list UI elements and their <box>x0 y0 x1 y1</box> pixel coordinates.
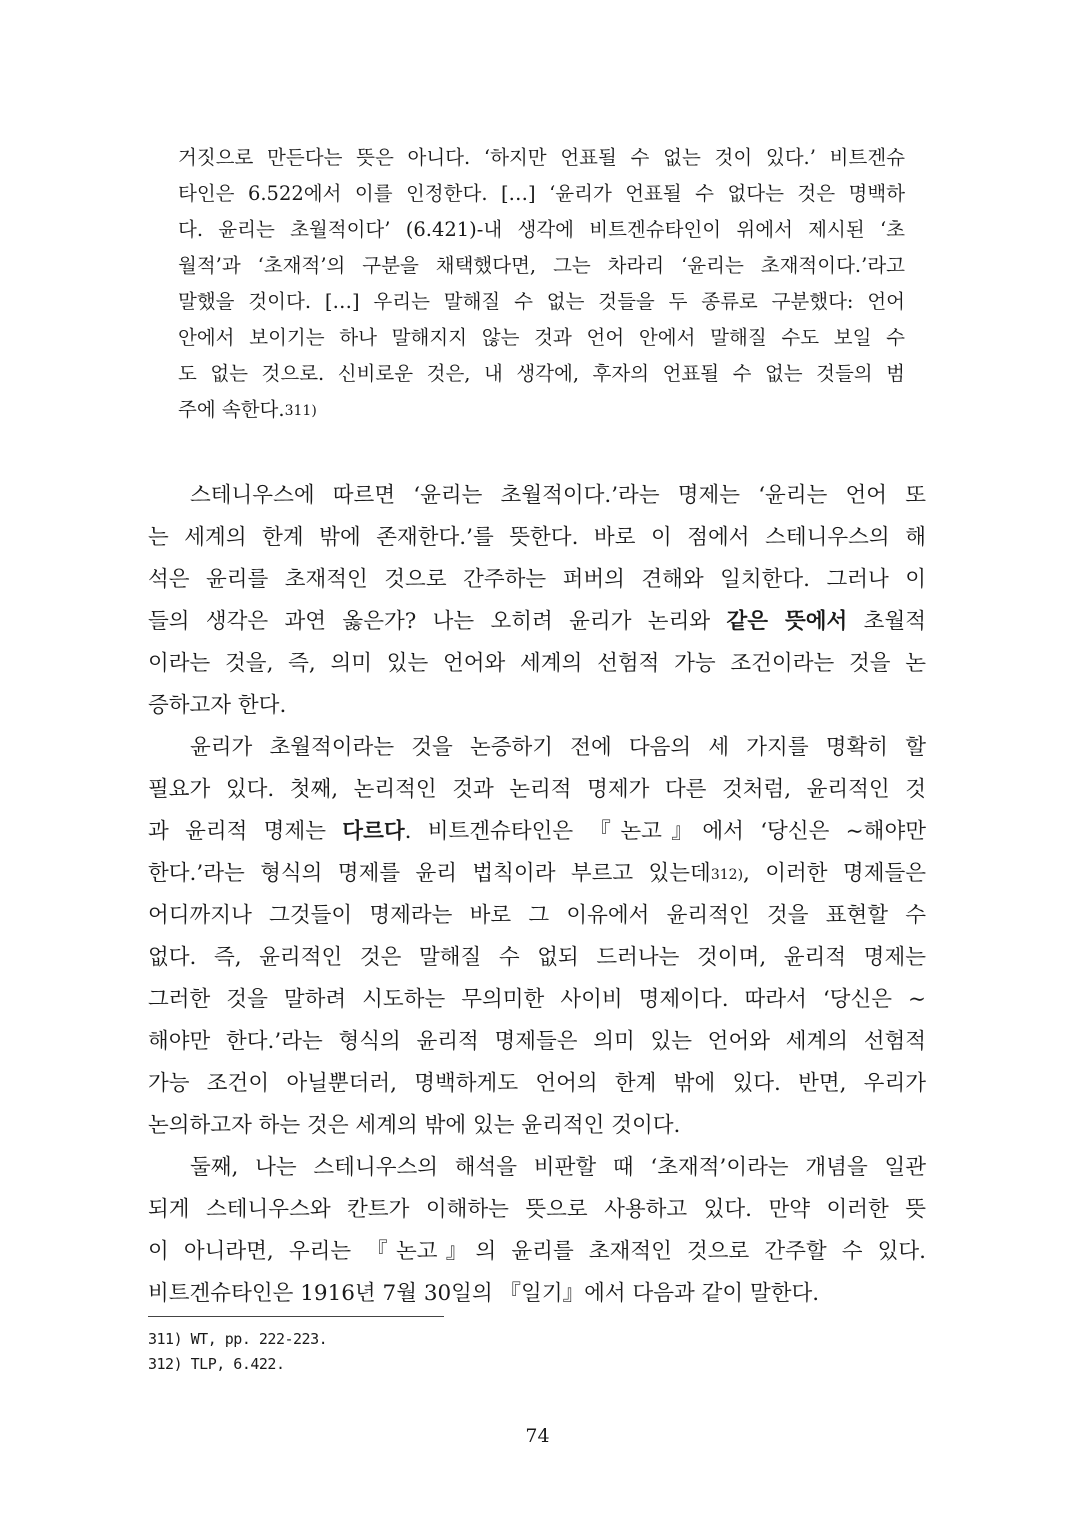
paragraph-line: 둘째, 나는 스테니우스의 해석을 비판할 때 ‘초재적’이라는 개념을 일관 <box>190 1155 926 1180</box>
paragraph-line: 필요가 있다. 첫째, 논리적인 것과 논리적 명제가 다른 것처럼, 윤리적인 것 <box>148 777 926 802</box>
quote-line: 다. 윤리는 초월적이다’ (6.421)-내 생각에 비트겐슈타인이 위에서 제시된 ‘초 <box>178 218 905 241</box>
quote-line <box>178 397 905 425</box>
paragraph-line: 해야만 한다.’라는 형식의 윤리적 명제들은 의미 있는 언어와 세계의 선험적 <box>148 1029 926 1054</box>
footnote-312: 312) TLP, 6.422. <box>148 1355 285 1373</box>
paragraph-line <box>148 860 926 890</box>
paragraph-line: 이 아니라면, 우리는 『논고』의 윤리를 초재적인 것으로 간주할 수 있다. <box>148 1239 926 1264</box>
quote-line: 안에서 보이기는 하나 말해지지 않는 것과 언어 안에서 말해질 수도 보일 수 <box>178 326 905 349</box>
footnote-divider <box>148 1316 444 1317</box>
quote-line: 말했을 것이다. […] 우리는 말해질 수 없는 것들을 두 종류로 구분했다: 언어 <box>178 290 905 313</box>
paragraph-line: 없다. 즉, 윤리적인 것은 말해질 수 없되 드러나는 것이며, 윤리적 명제는 <box>148 945 926 970</box>
text-span: , 이러한 명제들은 <box>743 861 926 886</box>
paragraph-line: 이라는 것을, 즉, 의미 있는 언어와 세계의 선험적 가능 조건이라는 것을 논 <box>148 651 926 676</box>
paragraph-line: 스테니우스에 따르면 ‘윤리는 초월적이다.’라는 명제는 ‘윤리는 언어 또 <box>190 483 926 508</box>
quote-last-text: 주에 속한다. <box>178 398 285 421</box>
paragraph-line: 되게 스테니우스와 칸트가 이해하는 뜻으로 사용하고 있다. 만약 이러한 뜻 <box>148 1197 926 1222</box>
paragraph-line: 는 세계의 한계 밖에 존재한다.’를 뜻한다. 바로 이 점에서 스테니우스의 해 <box>148 525 926 550</box>
text-span: . 비트겐슈타인은 『논고』에서 ‘당신은 ∼해야만 <box>404 819 926 844</box>
paragraph-line: 가능 조건이 아닐뿐더러, 명백하게도 언어의 한계 밖에 있다. 반면, 우리가 <box>148 1071 926 1096</box>
emphasis-text: 같은 뜻에서 <box>726 609 848 634</box>
footnote-ref-311[interactable]: 311) <box>284 403 317 419</box>
quote-line: 도 없는 것으로. 신비로운 것은, 내 생각에, 후자의 언표될 수 없는 것들의 범 <box>178 362 905 385</box>
text-span: 초월적 <box>847 609 926 634</box>
paragraph-line: 논의하고자 하는 것은 세계의 밖에 있는 윤리적인 것이다. <box>148 1113 681 1138</box>
footnote-ref-312[interactable]: 312) <box>710 867 744 883</box>
paragraph-line: 윤리가 초월적이라는 것을 논증하기 전에 다음의 세 가지를 명확히 할 <box>190 735 926 760</box>
quote-line: 월적’과 ‘초재적’의 구분을 채택했다면, 그는 차라리 ‘윤리는 초재적이다.’라고 <box>178 254 905 277</box>
paragraph-line: 비트겐슈타인은 1916년 7월 30일의 『일기』에서 다음과 같이 말한다. <box>148 1281 820 1306</box>
paragraph-line: 어디까지나 그것들이 명제라는 바로 그 이유에서 윤리적인 것을 표현할 수 <box>148 903 926 928</box>
text-span: 과 윤리적 명제는 <box>148 819 343 844</box>
page-number: 74 <box>525 1425 550 1447</box>
paragraph-line <box>148 608 926 636</box>
paragraph-line: 석은 윤리를 초재적인 것으로 간주하는 퍼버의 견해와 일치한다. 그러나 이 <box>148 567 926 592</box>
footnote-311: 311) WT, pp. 222-223. <box>148 1330 328 1348</box>
paragraph-line: 증하고자 한다. <box>148 693 287 718</box>
paragraph-line <box>148 818 926 846</box>
quote-line: 타인은 6.522에서 이를 인정한다. […] ‘윤리가 언표될 수 없다는 것은 명백하 <box>178 182 905 205</box>
quote-line: 거짓으로 만든다는 뜻은 아니다. ‘하지만 언표될 수 없는 것이 있다.’ 비트겐슈 <box>178 146 905 169</box>
paragraph-line: 그러한 것을 말하려 시도하는 무의미한 사이비 명제이다. 따라서 ‘당신은 ∼ <box>148 987 926 1012</box>
text-span: 한다.’라는 형식의 명제를 윤리 법칙이라 부르고 있는데 <box>148 861 711 886</box>
emphasis-text: 다르다 <box>342 819 405 844</box>
text-span: 들의 생각은 과연 옳은가? 나는 오히려 윤리가 논리와 <box>148 609 727 634</box>
